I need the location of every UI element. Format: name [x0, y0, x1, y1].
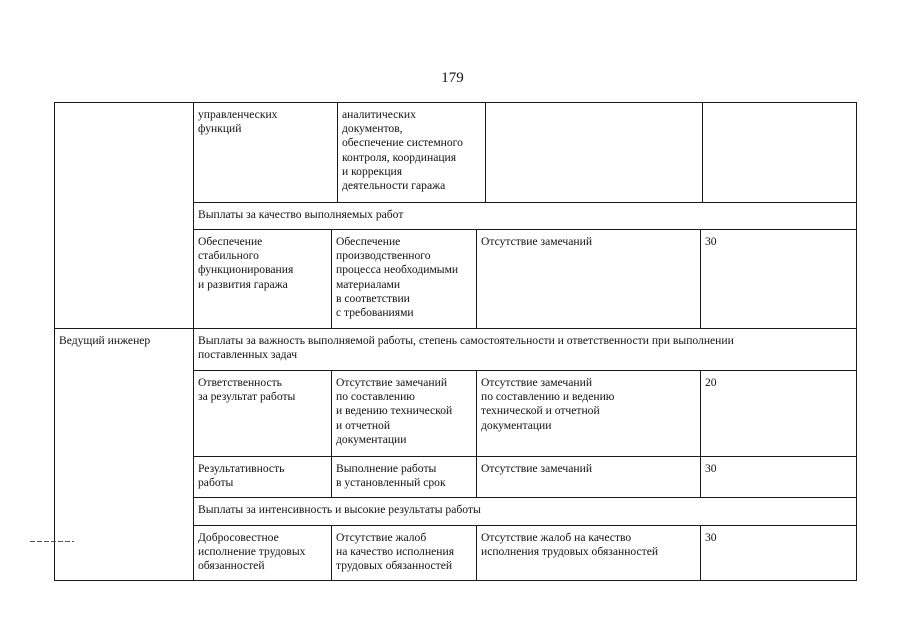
group-heading-quality: Выплаты за качество выполняемых работ	[198, 208, 404, 221]
value-cell: 30	[705, 531, 717, 544]
condition-cell: Отсутствие жалоб на качество исполнения трудовых обязанностей	[481, 531, 659, 559]
criterion-cell: Ответственность за результат работы	[198, 376, 296, 404]
row-divider	[193, 497, 857, 498]
row-divider	[193, 202, 857, 203]
condition-cell: Отсутствие замечаний	[481, 462, 593, 475]
condition-cell: Отсутствие замечаний	[481, 235, 593, 248]
row-divider	[193, 370, 857, 371]
indicator-cell: Отсутствие замечаний по составлению и ведению технической и отчетной документации	[336, 376, 453, 446]
row-divider	[193, 229, 857, 230]
indicator-cell: Отсутствие жалоб на качество исполнения трудовых обязанностей	[336, 531, 455, 573]
margin-mark	[30, 541, 74, 542]
criterion-cell: Добросовестное исполнение трудовых обязанностей	[198, 531, 306, 573]
row-divider	[193, 525, 857, 526]
row-divider	[193, 456, 857, 457]
position-cell: Ведущий инженер	[59, 334, 151, 347]
table-right-border	[856, 102, 857, 581]
criterion-cell: Результативность работы	[198, 462, 285, 490]
criterion-cell: управленческих функций	[198, 108, 278, 136]
page-number: 179	[441, 70, 464, 86]
criterion-cell: Обеспечение стабильного функционирования и развития гаража	[198, 235, 294, 291]
indicator-cell: Выполнение работы в установленный срок	[336, 462, 446, 490]
condition-cell	[486, 104, 702, 202]
table-top-border	[54, 102, 857, 103]
value-cell: 30	[705, 462, 717, 475]
indicator-cell: аналитических документов, обеспечение системного контроля, координация и коррекция деятельности гаража	[342, 108, 463, 193]
value-cell	[703, 104, 856, 202]
group-heading-importance: Выплаты за важность выполняемой работы, степень самостоятельности и ответственности при выполнении поставленных задач	[198, 334, 734, 362]
row-divider	[54, 328, 857, 329]
group-heading-intensity: Выплаты за интенсивность и высокие результаты работы	[198, 503, 481, 516]
value-cell: 20	[705, 376, 717, 389]
value-cell: 30	[705, 235, 717, 248]
condition-cell: Отсутствие замечаний по составлению и ведению технической и отчетной документации	[481, 376, 615, 432]
indicator-cell: Обеспечение производственного процесса необходимыми материалами в соответствии с требованиями	[336, 235, 459, 320]
table-bottom-border	[54, 580, 857, 581]
